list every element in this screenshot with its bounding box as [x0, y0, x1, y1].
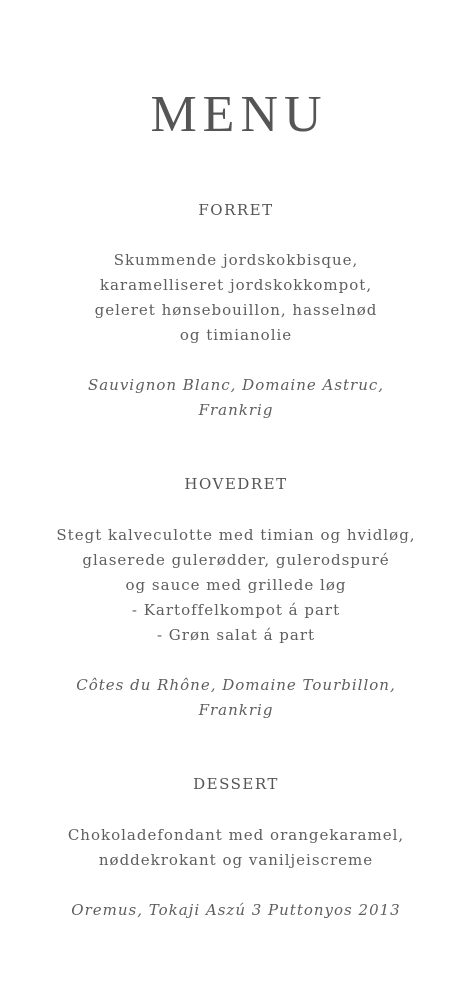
dessert-wine [0, 898, 472, 923]
dish-line: Chokoladefondant med orangekaramel, [67, 826, 405, 844]
hovedret-dish [0, 523, 472, 648]
dish-line: Stegt kalveculotte med timian og hvidløg, [56, 526, 416, 544]
wine-line: Frankrig [198, 701, 274, 719]
wine-line: Frankrig [198, 401, 274, 419]
wine-line: Oremus, Tokaji Aszú 3 Puttonyos 2013 [71, 901, 401, 919]
forret-wine [0, 373, 472, 423]
dish-line: Skummende jordskokbisque, [113, 251, 359, 269]
dish-line: - Kartoffelkompot á part [131, 601, 341, 619]
wine-line: Sauvignon Blanc, Domaine Astruc, [87, 376, 385, 394]
dish-line: og timianolie [179, 326, 293, 344]
menu-title: MENU [150, 86, 328, 143]
dish-line: glaserede gulerødder, gulerodspuré [82, 551, 390, 569]
dessert-dish [0, 823, 472, 873]
hovedret-wine [0, 673, 472, 723]
course-heading-forret: FORRET [198, 201, 274, 219]
dish-line: geleret hønsebouillon, hasselnød [94, 301, 378, 319]
course-heading-hovedret: HOVEDRET [184, 475, 288, 493]
forret-dish [0, 248, 472, 348]
dish-line: nøddekrokant og vaniljeiscreme [98, 851, 374, 869]
course-heading-dessert: DESSERT [193, 775, 279, 793]
dish-line: karamelliseret jordskokkompot, [99, 276, 373, 294]
wine-line: Côtes du Rhône, Domaine Tourbillon, [76, 676, 396, 694]
dish-line: - Grøn salat á part [156, 626, 316, 644]
dish-line: og sauce med grillede løg [125, 576, 347, 594]
